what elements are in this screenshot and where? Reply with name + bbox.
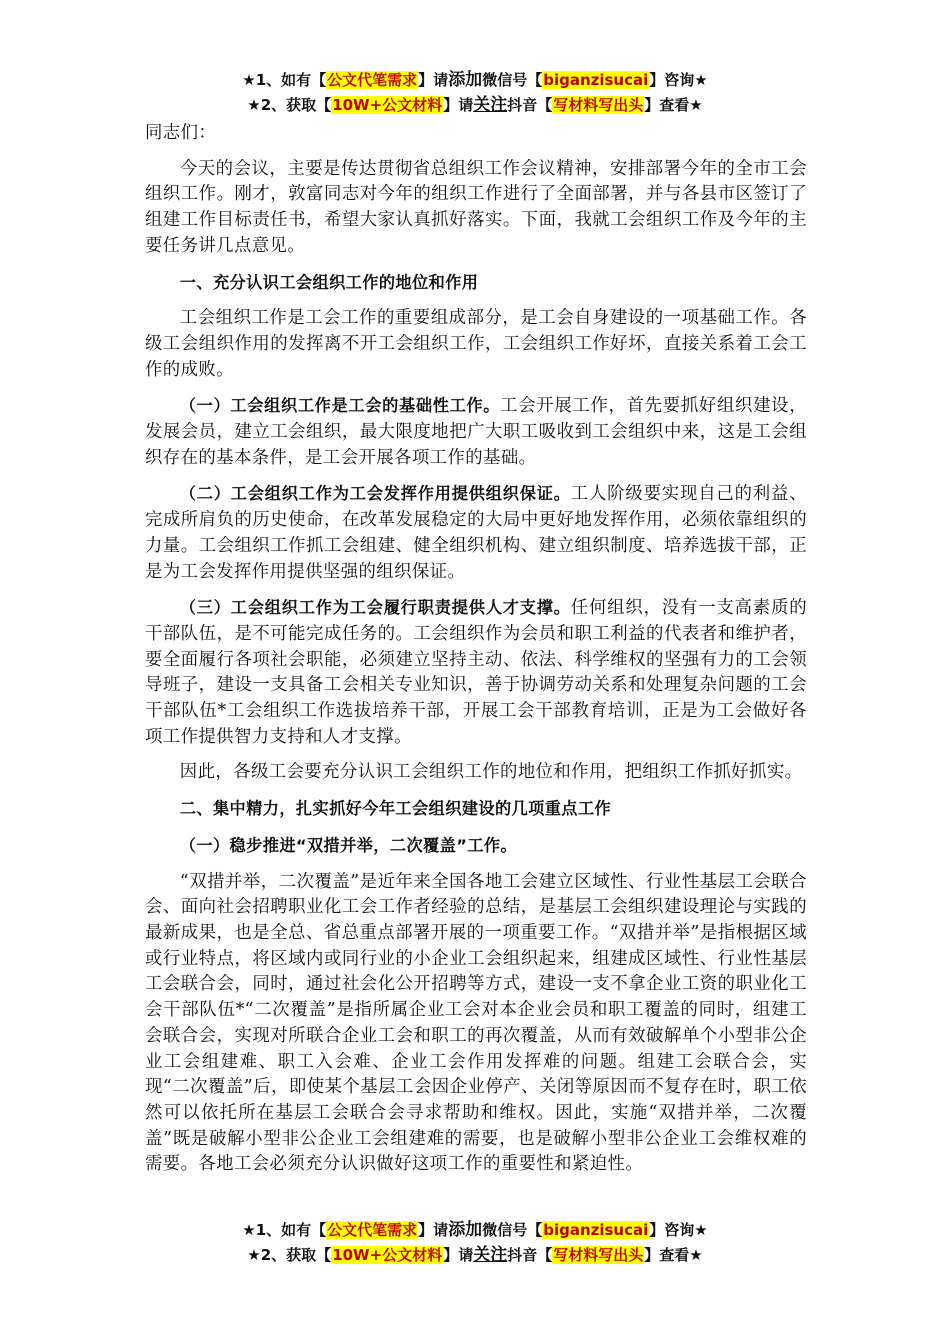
promo-text: 】查看★ bbox=[644, 96, 703, 114]
section-1-item-2 bbox=[145, 481, 807, 585]
promo-text: 】咨询★ bbox=[649, 71, 708, 89]
promo-line-1-top bbox=[0, 69, 950, 91]
promo-line-2-bottom bbox=[0, 1244, 950, 1266]
promo-emphasis: 关注 bbox=[473, 1245, 508, 1265]
promo-text: ★2、获取【 bbox=[247, 96, 332, 114]
section-2-heading bbox=[145, 796, 807, 823]
section-2-item-1-title: （一）稳步推进“双措并举，二次覆盖”工作。 bbox=[179, 835, 518, 855]
section-2-subheading bbox=[145, 833, 807, 860]
promo-highlight-wechat-id: biganzisucai bbox=[543, 1221, 649, 1239]
promo-emphasis: 添加 bbox=[448, 70, 483, 90]
promo-emphasis: 添加 bbox=[448, 1220, 483, 1240]
item-text: 任何组织，没有一支高素质的干部队伍，是不可能完成任务的。工会组织作为会员和职工利益的代表者和维护者，要全面履行各项社会职能，必须建立坚持主动、依法、科学维权的坚强有力的工会领导班子，建设一支具备工会相关专业知识，善于协调劳动关系和处理复杂问题的工会干部队伍*工会组织工作选拔培养干部，开展工会干部教育培训，正是为工会做好各项工作提供智力支持和人才支撑。 bbox=[145, 598, 807, 747]
promo-text: ★1、如有【 bbox=[242, 71, 327, 89]
promo-text: 】查看★ bbox=[644, 1246, 703, 1264]
promo-highlight: 公文代笔需求 bbox=[327, 71, 418, 89]
document-body bbox=[145, 121, 807, 1178]
promo-text: 】请 bbox=[418, 1221, 449, 1239]
promo-text: 】咨询★ bbox=[649, 1221, 708, 1239]
promo-line-1-bottom bbox=[0, 1219, 950, 1241]
promo-emphasis: 关注 bbox=[473, 95, 508, 115]
promo-highlight: 10W+公文材料 bbox=[332, 1246, 443, 1264]
section-2-item-1-body: “双措并举，二次覆盖”是近年来全国各地工会建立区域性、行业性基层工会联合会、面向社会招聘职业化工会工作者经验的总结，是基层工会组织建设理论与实践的最新成果，也是全总、省总重点部署开展的一项重要工作。“双措并举”是指根据区域或行业特点，将区域内或同行业的小企业工会组织起来，组建成区域性、行业性基层工会联合会，同时，通过社会化公开招聘等方式，建设一支不拿企业工资的职业化工会干部队伍*“二次覆盖”是指所属企业工会对本企业会员和职工覆盖的同时，组建工会联合会，实现对所联合企业工会和职工的再次覆盖，从而有效破解单个小型非公企业工会组建难、职工入会难、企业工会作用发挥难的问题。组建工会联合会，实现“二次覆盖”后，即使某个基层工会因企业停产、关闭等原因而不复存在时，职工依然可以依托所在基层工会联合会寻求帮助和维权。因此，实施“双措并举，二次覆盖”既是破解小型非公企业工会组建难的需要，也是破解小型非公企业工会维权难的需要。各地工会必须充分认识做好这项工作的重要性和紧迫性。 bbox=[145, 871, 807, 1175]
item-lead: （一）工会组织工作是工会的基础性工作。 bbox=[179, 396, 501, 416]
promo-highlight: 10W+公文材料 bbox=[332, 96, 443, 114]
promo-highlight-douyin: 写材料写出头 bbox=[553, 1246, 644, 1264]
section-1-intro: 工会组织工作是工会工作的重要组成部分，是工会自身建设的一项基础工作。各级工会组织作用的发挥离不开工会组织工作，工会组织工作好坏，直接关系着工会工作的成败。 bbox=[145, 308, 807, 380]
section-1-item-1 bbox=[145, 393, 807, 471]
salutation: 同志们： bbox=[145, 123, 217, 143]
promo-highlight-wechat-id: biganzisucai bbox=[543, 71, 649, 89]
promo-line-2-top bbox=[0, 94, 950, 116]
promo-highlight: 公文代笔需求 bbox=[327, 1221, 418, 1239]
promo-text: 微信号【 bbox=[482, 1221, 543, 1239]
promo-text: 抖音【 bbox=[507, 96, 553, 114]
section-1-heading bbox=[145, 270, 807, 297]
promo-text: 抖音【 bbox=[507, 1246, 553, 1264]
promo-text: 】请 bbox=[443, 96, 474, 114]
promo-text: 】请 bbox=[443, 1246, 474, 1264]
promo-text: 微信号【 bbox=[482, 71, 543, 89]
section-1-title: 一、充分认识工会组织工作的地位和作用 bbox=[179, 272, 479, 292]
section-1-item-3 bbox=[145, 595, 807, 750]
promo-text: 】请 bbox=[418, 71, 449, 89]
item-text: 工会开展工作，首先要抓好组织建设，发展会员，建立工会组织，最大限度地把广大职工吸收到工会组织中来，这是工会组织存在的基本条件，是工会开展各项工作的基础。 bbox=[145, 396, 807, 468]
promo-highlight-douyin: 写材料写出头 bbox=[553, 96, 644, 114]
item-lead: （二）工会组织工作为工会发挥作用提供组织保证。 bbox=[179, 484, 571, 504]
intro-paragraph: 今天的会议，主要是传达贯彻省总组织工作会议精神，安排部署今年的全市工会组织工作。刚才，敦富同志对今年的组织工作进行了全面部署，并与各县市区签订了组建工作目标责任书，希望大家认真抓好落实。下面，我就工会组织工作及今年的主要任务讲几点意见。 bbox=[145, 158, 807, 256]
promo-text: ★2、获取【 bbox=[247, 1246, 332, 1264]
section-2-title: 二、集中精力，扎实抓好今年工会组织建设的几项重点工作 bbox=[179, 799, 612, 819]
item-text: 工人阶级要实现自己的利益、完成所肩负的历史使命，在改革发展稳定的大局中更好地发挥作用，必须依靠组织的力量。工会组织工作抓工会组建、健全组织机构、建立组织制度、培养选拔干部，正是为工会发挥作用提供坚强的组织保证。 bbox=[145, 484, 807, 582]
item-lead: （三）工会组织工作为工会履行职责提供人才支撑。 bbox=[179, 598, 571, 618]
promo-text: ★1、如有【 bbox=[242, 1221, 327, 1239]
section-1-conclusion: 因此，各级工会要充分认识工会组织工作的地位和作用，把组织工作抓好抓实。 bbox=[179, 762, 803, 783]
